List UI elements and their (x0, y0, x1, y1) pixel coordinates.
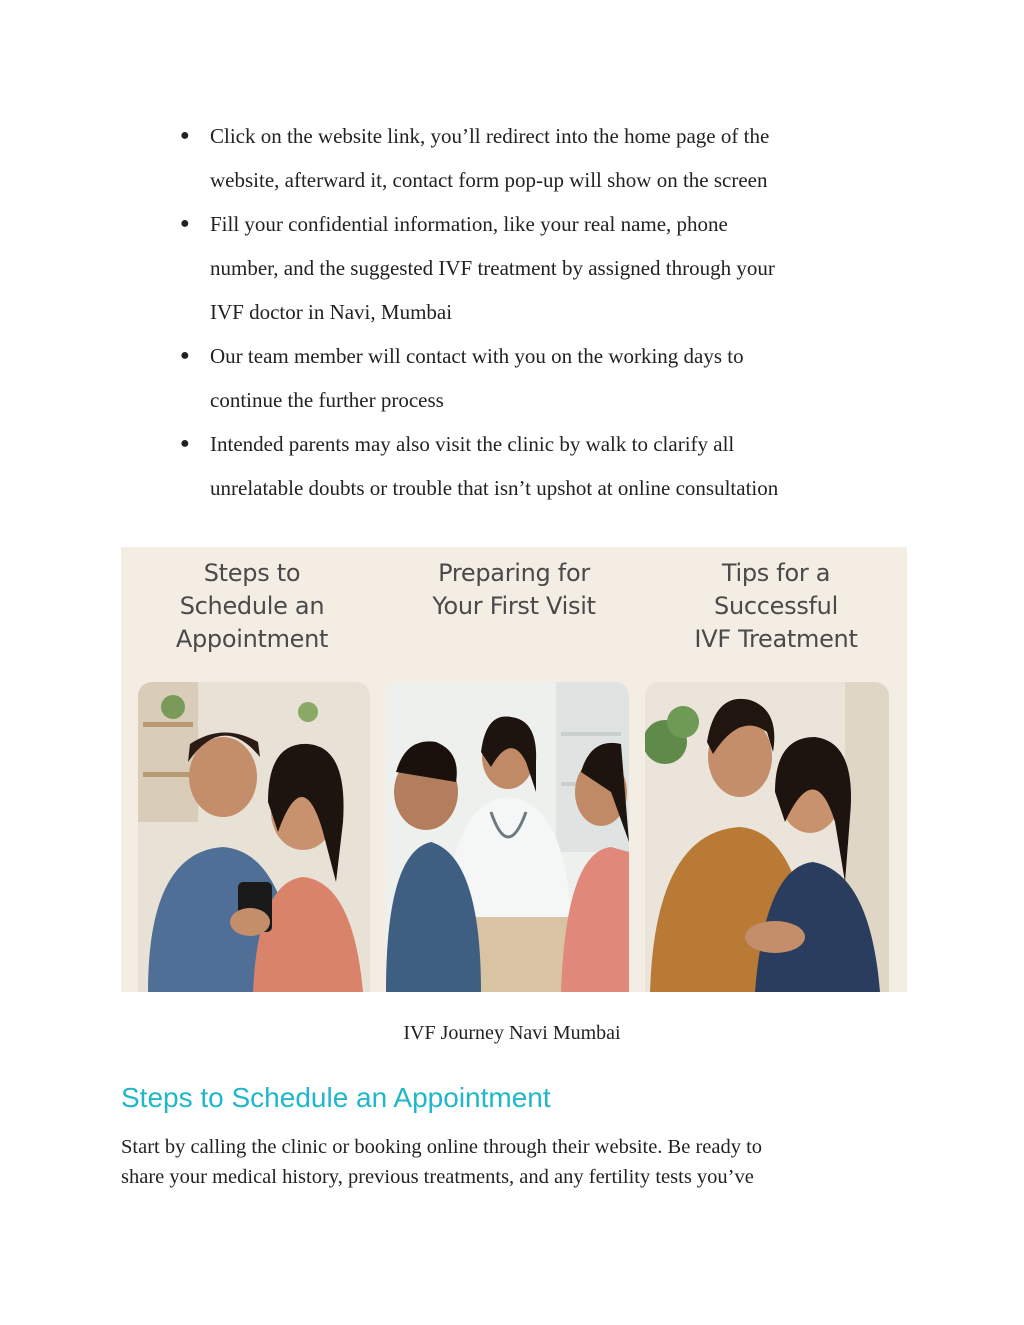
panel-title-first-visit: Preparing for Your First Visit (432, 559, 596, 620)
bullet-item: ● Click on the website link, you’ll redirect into the home page of the website, afterward it, contact form pop-up will show on the screen (180, 114, 920, 202)
figure-caption: IVF Journey Navi Mumbai (403, 1022, 621, 1044)
bullet-item: ● Our team member will contact with you on the working days to continue the further process (180, 334, 920, 422)
bullet-dot-icon: ● (180, 435, 190, 452)
panel-title-schedule: Steps to Schedule an Appointment (175, 559, 329, 653)
photo-couple-phone (138, 682, 370, 992)
panel-title-tips: Tips for a Successful IVF Treatment (694, 559, 858, 653)
ivf-journey-figure (121, 547, 907, 992)
bullet-item: ● Fill your confidential information, like your real name, phone number, and the suggested IVF treatment by assigned through your IVF doctor in Navi, Mumbai (180, 202, 920, 334)
bullet-dot-icon: ● (180, 215, 190, 232)
bullet-list (180, 114, 920, 510)
section-paragraph: Start by calling the clinic or booking online through their website. Be ready to share your medical history, previous treatments, and any fertility tests you’ve (121, 1136, 763, 1188)
bullet-dot-icon: ● (180, 347, 190, 364)
section-heading: Steps to Schedule an Appointment (121, 1082, 551, 1113)
photo-couple-embrace (645, 682, 889, 992)
bullet-item: ● Intended parents may also visit the clinic by walk to clarify all unrelatable doubts or trouble that isn’t upshot at online consultation (180, 422, 920, 510)
bullet-dot-icon: ● (180, 127, 190, 144)
photo-doctor-consultation (386, 682, 629, 992)
